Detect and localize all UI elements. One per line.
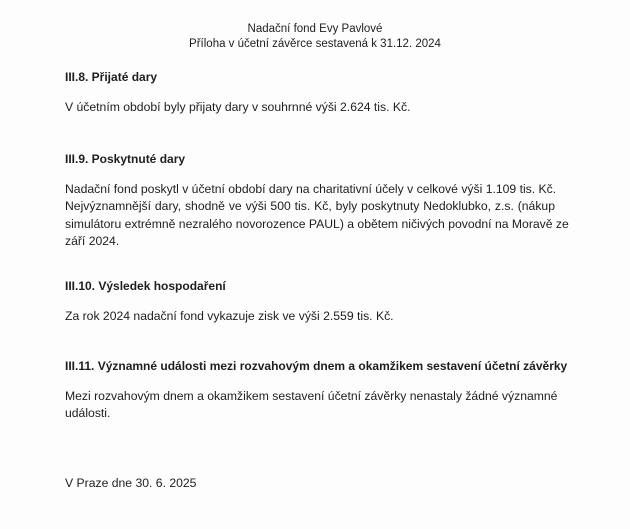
text-line: září 2024. <box>65 234 120 249</box>
section-title-received-gifts: III.8. Přijaté dary <box>65 70 158 84</box>
text-line: simulátoru extrémně nezralého novorozence PAUL) a obětem ničivých povodní na Moravě ze <box>65 216 569 231</box>
text-line: Nadační fond poskytl v účetní období dary na charitativní účely v celkové výši 1.109 tis. Kč. <box>65 182 557 196</box>
section-text-significant-events <box>65 388 558 423</box>
text-line: Mezi rozvahovým dnem a okamžikem sestavení účetní závěrky nenastaly žádné významné <box>65 389 558 403</box>
document-header <box>0 22 630 52</box>
section-text-received-gifts <box>65 99 555 116</box>
text-line: události. <box>65 406 111 421</box>
text-line: Nejvýznamnější dary, shodně ve výši 500 tis. Kč, byly poskytnuty Nedoklubko, z.s. (nákup <box>65 199 555 214</box>
section-title-provided-gifts: III.9. Poskytnuté dary <box>65 152 186 166</box>
section-title-economic-result: III.10. Výsledek hospodaření <box>65 279 226 293</box>
section-title-significant-events: III.11. Významné události mezi rozvahovým dnem a okamžikem sestavení účetní závěrky <box>65 359 568 373</box>
section-text-provided-gifts <box>65 181 569 251</box>
text-line: V účetním období byly přijaty dary v souhrnné výši 2.624 tis. Kč. <box>65 100 411 114</box>
organization-name: Nadační fond Evy Pavlové <box>247 23 383 35</box>
document-subtitle: Příloha v účetní závěrce sestavená k 31.12. 2024 <box>189 38 441 50</box>
section-text-economic-result <box>65 308 555 325</box>
place-and-date: V Praze dne 30. 6. 2025 <box>65 476 197 490</box>
text-line: Za rok 2024 nadační fond vykazuje zisk ve výši 2.559 tis. Kč. <box>65 309 394 323</box>
